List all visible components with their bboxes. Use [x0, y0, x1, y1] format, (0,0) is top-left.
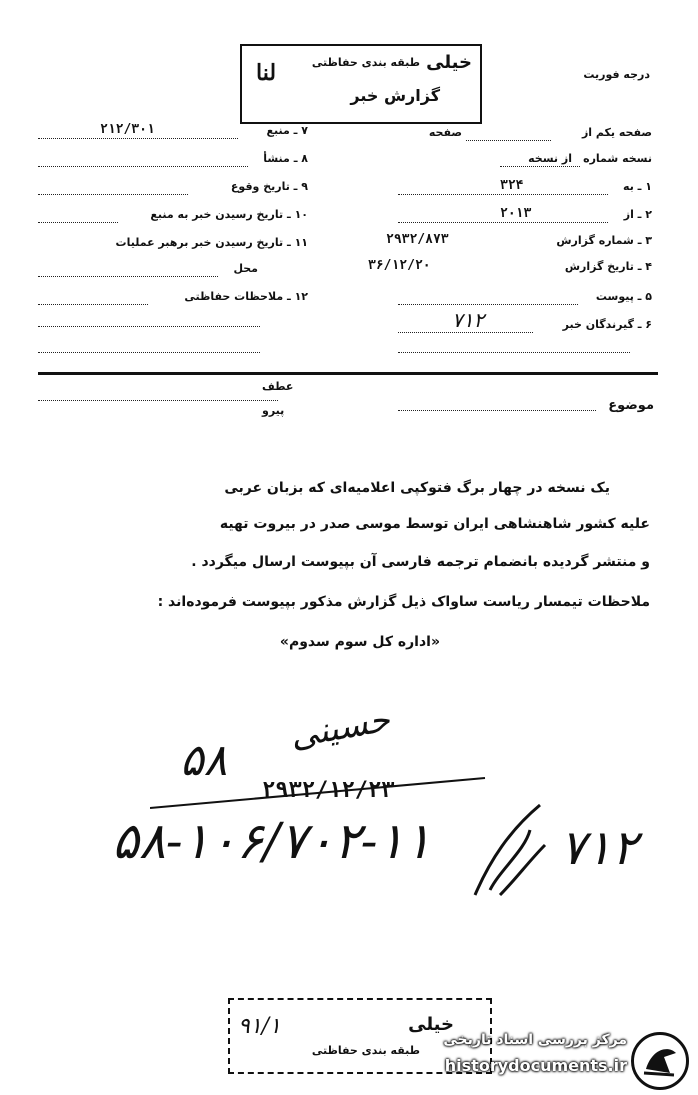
handwritten-file-number: ۵۸-۱۰۶/۷۰۲-۱۱	[112, 812, 432, 870]
stamp-handwritten-mark: ﻟﻨﺎ	[256, 60, 277, 86]
priority-label: درجه فوریت	[583, 68, 650, 81]
footer-stamp-word: خیلی	[408, 1014, 454, 1035]
watermark	[440, 1028, 695, 1090]
subject-line	[398, 410, 596, 411]
subject-label: موضوع	[608, 398, 654, 413]
watermark-url: historydocuments.ir	[444, 1056, 627, 1075]
reference-line	[38, 400, 278, 401]
report-date-value: ۳۶/۱۲/۲۰	[368, 258, 431, 273]
handwritten-number: ۵۸	[180, 735, 228, 786]
body-line: «اداره کل سوم سدوم»	[279, 634, 440, 650]
reference-label: عطف	[262, 380, 294, 393]
footer-stamp-title: طبقه بندی حفاظتی	[311, 1044, 420, 1057]
right-fields: صفحه یکم از صفحه نسخه شماره از نسخه ۱ ـ به ۳۲۴ ۲ ـ از ۲۰۱۳ ۳ ـ شماره گزارش ۲۹۳۲/۸۷۳ ۴ ـ تاریخ گزارش ۳۶/۱۲/۲۰ ۵ ـ پیوست ۶ ـ گیرندگان خبر ۷۱۲	[368, 126, 652, 332]
from-value: ۲۰۱۳	[500, 206, 532, 221]
handwritten-code: ۷۱۲	[560, 820, 638, 876]
stamp-title: طبقه بندی حفاظتی	[311, 56, 420, 69]
recipients-value: ۷۱۲	[452, 308, 485, 332]
body-line: و منتشر گردیده بانضمام ترجمه فارسی آن بپیوست ارسال میگردد .	[191, 554, 650, 570]
source-value: ۲۱۲/۳۰۱	[100, 122, 155, 137]
body-line: یک نسخه در چهار برگ فتوکپی اعلامیه‌ای که بزبان عربی	[224, 480, 610, 496]
watermark-org: مرکز بررسی اسناد تاریخی	[443, 1032, 627, 1048]
blank-line	[38, 352, 260, 353]
handwritten-signature: حسینی	[287, 699, 393, 757]
left-fields: ۷ ـ منبع ۲۱۲/۳۰۱ ۸ ـ منشأ ۹ ـ تاریخ وقوع ۱۰ ـ تاریخ رسیدن خبر به منبع ۱۱ ـ تاریخ رسیدن خبر برهبر عملیات محل ۱۲ ـ ملاحظات حفاظتی	[38, 120, 308, 340]
watermark-logo-icon	[631, 1032, 689, 1090]
footer-handwritten-mark: ۹۱/۱	[238, 1014, 281, 1039]
document-body	[40, 470, 660, 670]
stamp-word: خیلی	[426, 52, 472, 73]
blank-line-right	[398, 352, 630, 353]
classification-stamp	[240, 44, 482, 124]
followup-label: پیرو	[262, 404, 285, 417]
report-number-value: ۲۹۳۲/۸۷۳	[386, 232, 449, 247]
handwritten-scribble	[470, 800, 550, 900]
body-line: ملاحظات تیمسار ریاست ساواک ذیل گزارش مذکور بپیوست فرموده‌اند :	[157, 594, 650, 610]
to-value: ۳۲۴	[500, 178, 524, 193]
stamped-date: ۲۹۳۲/۱۲/۲۳	[262, 778, 395, 803]
body-line: علیه کشور شاهنشاهی ایران توسط موسی صدر در بیروت تهیه	[219, 516, 650, 532]
section-divider	[38, 372, 658, 375]
stamp-subtitle: گزارش خبر	[350, 86, 440, 105]
